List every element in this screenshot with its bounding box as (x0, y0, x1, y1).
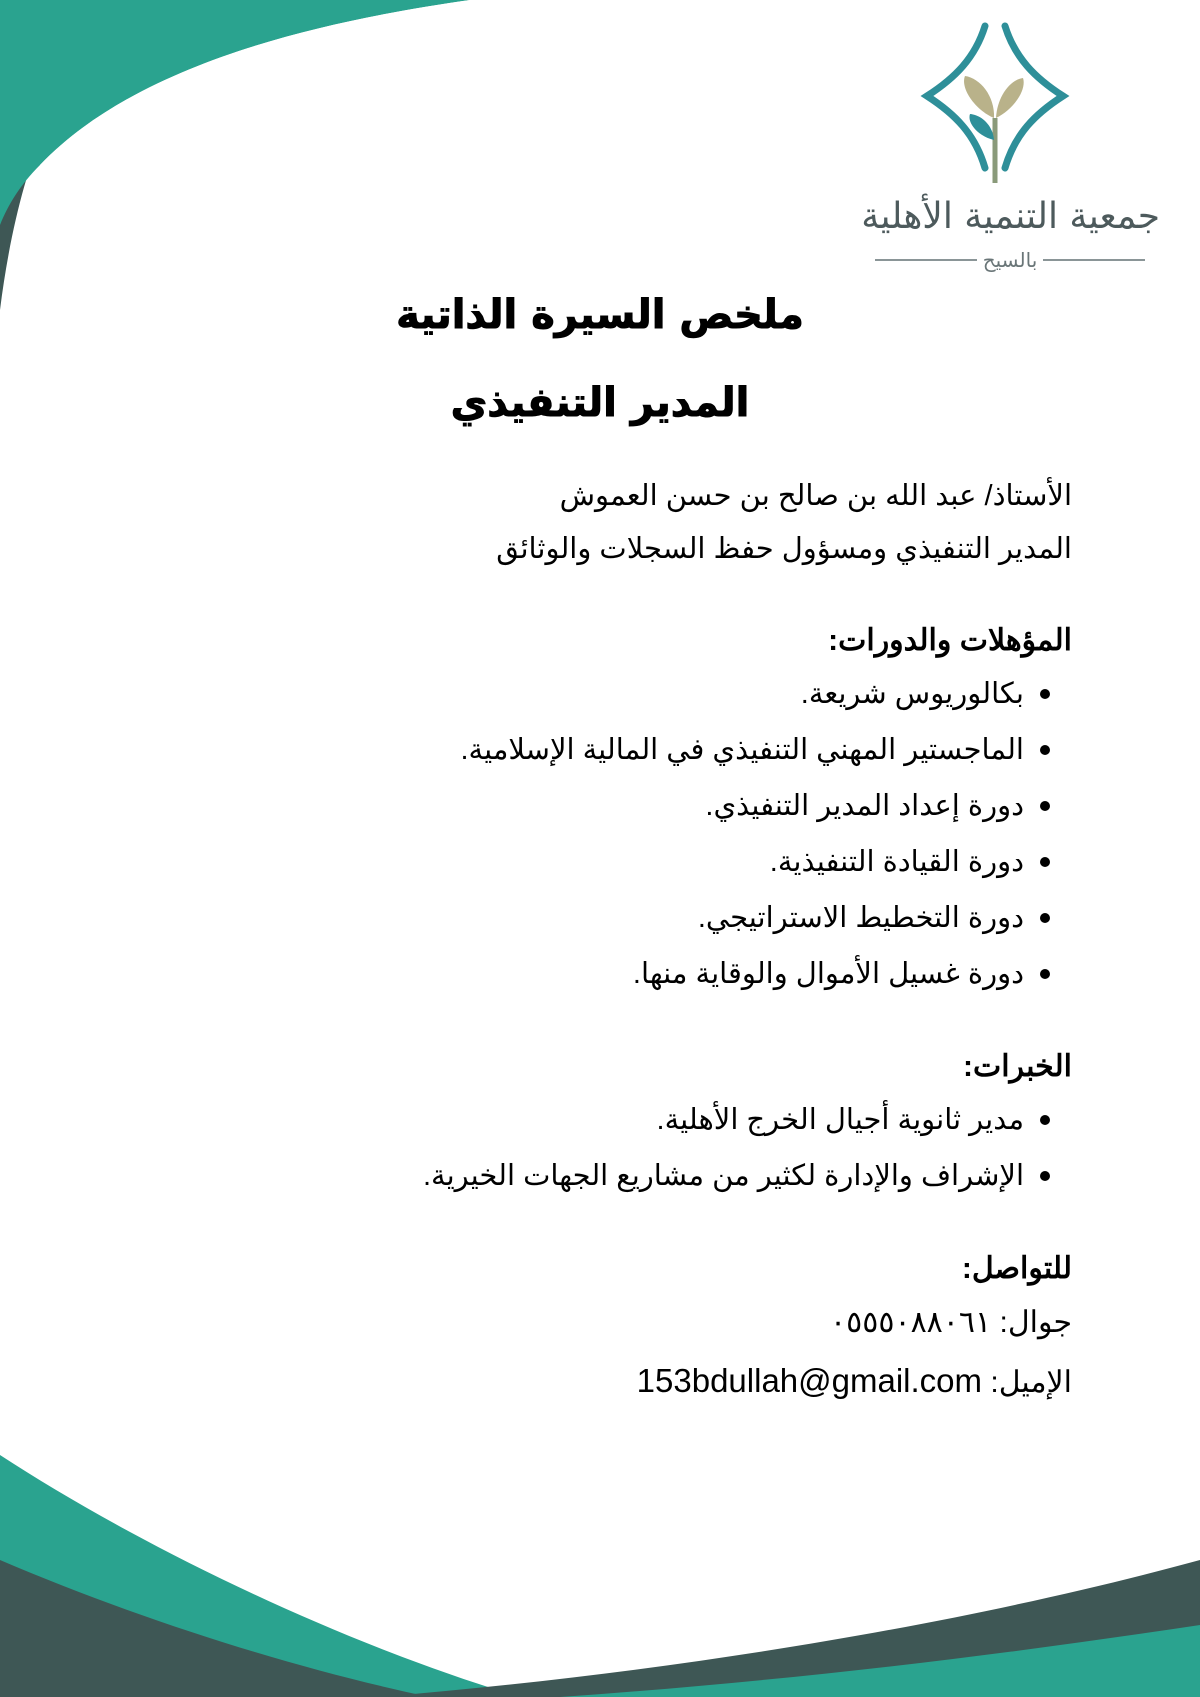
top-left-teal-swoosh (0, 0, 470, 225)
list-item-text: دورة غسيل الأموال والوقاية منها. (632, 958, 1024, 990)
list-item (112, 834, 1072, 890)
list-item (112, 1092, 1072, 1148)
logo-subtitle-line-right (1043, 259, 1145, 261)
list-item-text: الماجستير المهني التنفيذي في المالية الإسلامية. (460, 734, 1024, 766)
mobile-value[interactable]: ٠٥٥٥٠٨٨٠٦١ (830, 1306, 992, 1339)
mobile-line (112, 1294, 1072, 1352)
mobile-label: جوال: (999, 1306, 1072, 1339)
bullet-icon (1040, 857, 1050, 867)
experience-heading: الخبرات: (962, 1050, 1072, 1083)
person-position: المدير التنفيذي ومسؤول حفظ السجلات والوثائق (496, 533, 1072, 565)
role-title: المدير التنفيذي (450, 380, 750, 426)
list-item-text: الإشراف والإدارة لكثير من مشاريع الجهات الخيرية. (423, 1160, 1024, 1192)
email-link[interactable]: 153bdullah@gmail.com (636, 1362, 983, 1399)
list-item-text: مدير ثانوية أجيال الخرج الأهلية. (656, 1104, 1024, 1136)
bullet-icon (1040, 913, 1050, 923)
experience-section (112, 1042, 1072, 1204)
list-item-text: دورة التخطيط الاستراتيجي. (697, 902, 1024, 934)
organization-logo (830, 18, 1160, 272)
cv-content (112, 470, 1072, 1412)
list-item (112, 1148, 1072, 1204)
email-line (112, 1352, 1072, 1412)
email-label: الإميل: (990, 1366, 1072, 1399)
list-item-text: بكالوريوس شريعة. (800, 678, 1024, 710)
list-item (112, 778, 1072, 834)
list-item (112, 666, 1072, 722)
list-item-text: دورة القيادة التنفيذية. (769, 846, 1024, 878)
list-item (112, 722, 1072, 778)
contact-section (112, 1244, 1072, 1412)
logo-name: جمعية التنمية الأهلية (861, 196, 1160, 237)
page-title: ملخص السيرة الذاتية (396, 292, 804, 338)
logo-subtitle-text: بالسيح (982, 248, 1038, 272)
logo-leaf-icon (915, 18, 1075, 203)
contact-heading: للتواصل: (961, 1252, 1072, 1285)
bullet-icon (1040, 689, 1050, 699)
bullet-icon (1040, 969, 1050, 979)
bullet-icon (1040, 1115, 1050, 1125)
qualifications-section (112, 616, 1072, 1002)
list-item (112, 890, 1072, 946)
experience-list (112, 1092, 1072, 1204)
bullet-icon (1040, 801, 1050, 811)
qualifications-list (112, 666, 1072, 1002)
bullet-icon (1040, 745, 1050, 755)
person-name: الأستاذ/ عبد الله بن صالح بن حسن العموش (559, 480, 1072, 512)
bullet-icon (1040, 1171, 1050, 1181)
logo-subtitle-line-left (875, 259, 977, 261)
list-item-text: دورة إعداد المدير التنفيذي. (705, 790, 1024, 822)
logo-subtitle (875, 248, 1145, 272)
qualifications-heading: المؤهلات والدورات: (828, 624, 1072, 657)
list-item (112, 946, 1072, 1002)
